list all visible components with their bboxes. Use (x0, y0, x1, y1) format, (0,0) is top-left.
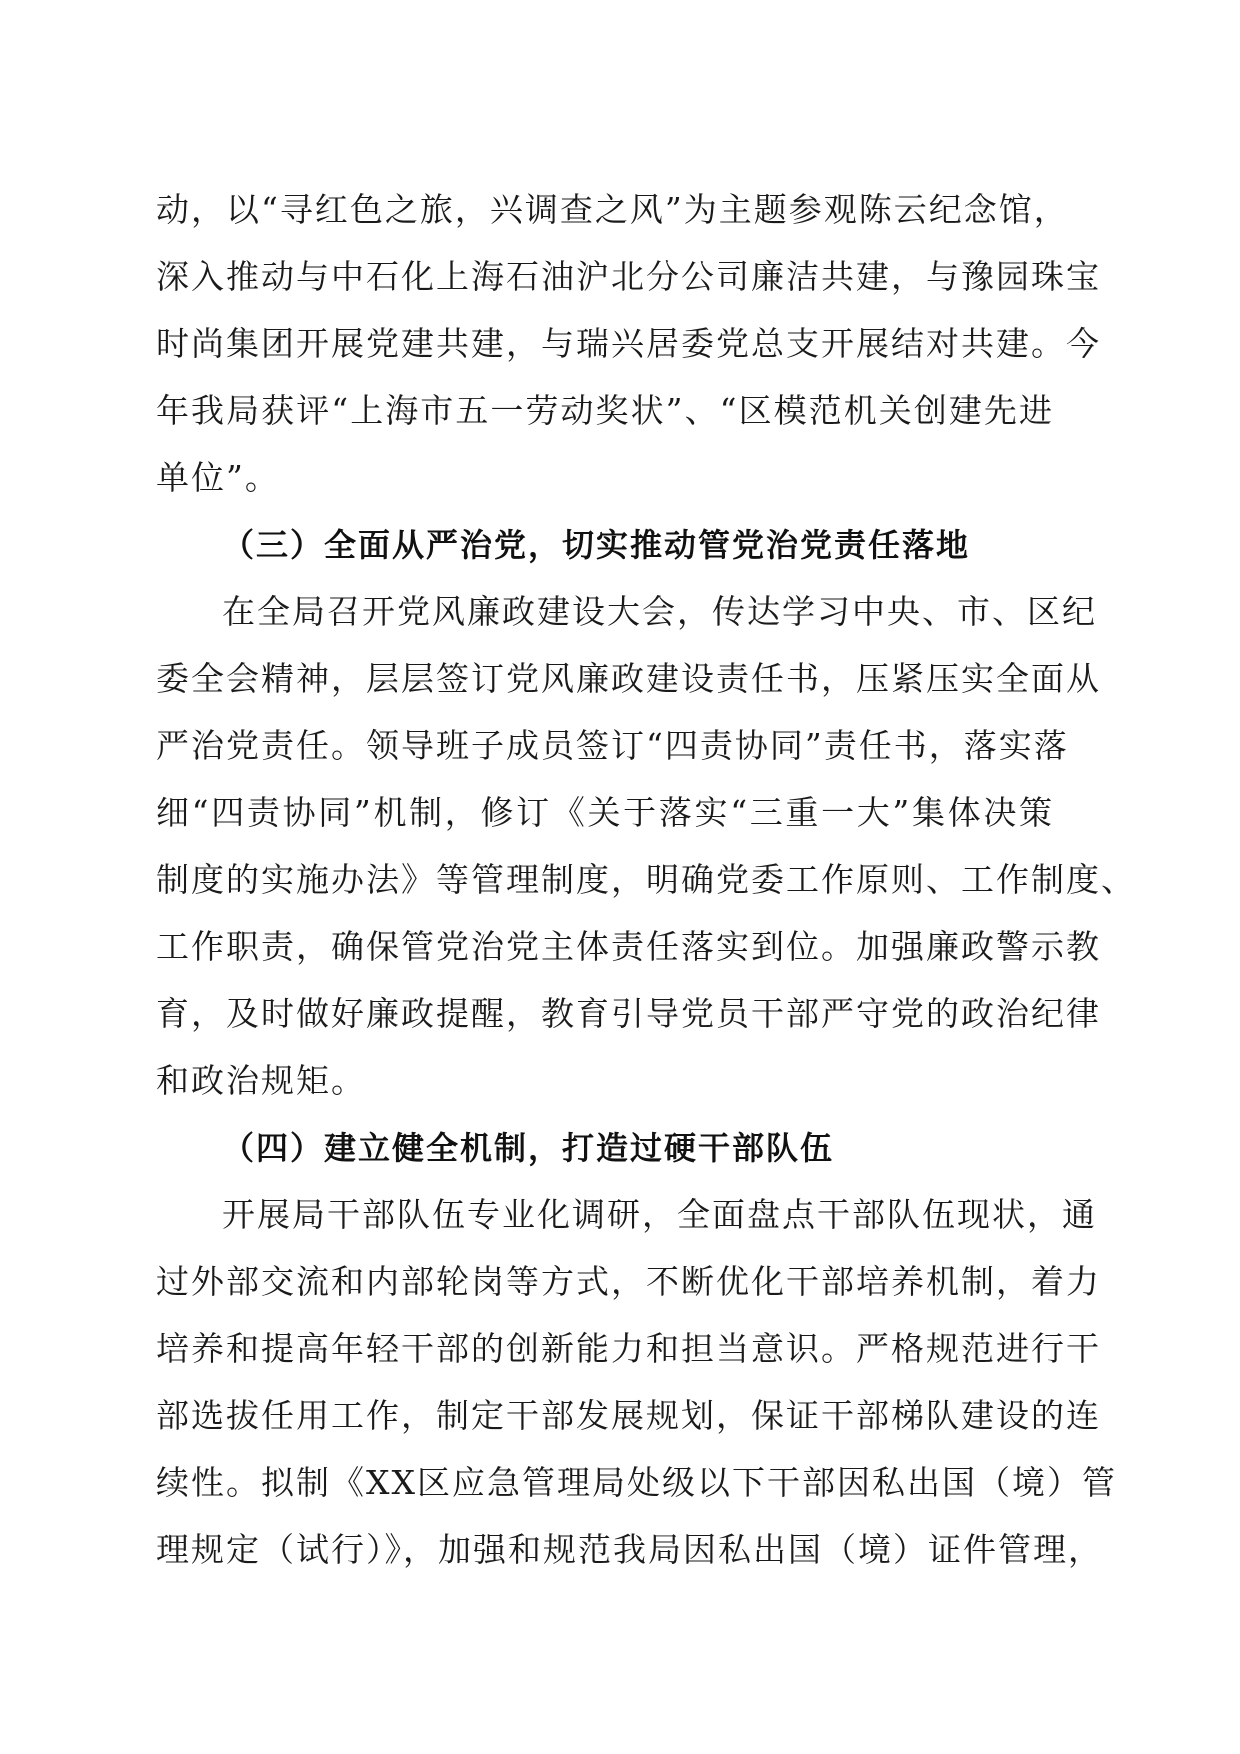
paragraph-line: 严治党责任。领导班子成员签订“四责协同”责任书，落实落 (156, 726, 1069, 765)
section-heading: （四）建立健全机制，打造过硬干部队伍 (222, 1129, 835, 1167)
paragraph-line: 部选拔任用工作，制定干部发展规划，保证干部梯队建设的连 (156, 1396, 1101, 1435)
paragraph-line: 过外部交流和内部轮岗等方式，不断优化干部培养机制，着力 (156, 1262, 1101, 1301)
paragraph-line: 工作职责，确保管党治党主体责任落实到位。加强廉政警示教 (156, 927, 1101, 966)
paragraph-line: 制度的实施办法》等管理制度，明确党委工作原则、工作制度、 (156, 860, 1136, 899)
paragraph-line: 深入推动与中石化上海石油沪北分公司廉洁共建，与豫园珠宝 (156, 257, 1101, 296)
paragraph-line: 续性。拟制《XX区应急管理局处级以下干部因私出国（境）管 (156, 1463, 1117, 1502)
paragraph-line: 和政治规矩。 (156, 1061, 366, 1100)
section-heading: （三）全面从严治党，切实推动管党治党责任落地 (222, 526, 971, 564)
paragraph-line: 时尚集团开展党建共建，与瑞兴居委党总支开展结对共建。今 (156, 324, 1101, 363)
paragraph-line: 委全会精神，层层签订党风廉政建设责任书，压紧压实全面从 (156, 659, 1101, 698)
paragraph-line: 育，及时做好廉政提醒，教育引导党员干部严守党的政治纪律 (156, 994, 1101, 1033)
paragraph-line: 动，以“寻红色之旅，兴调查之风”为主题参观陈云纪念馆， (156, 190, 1069, 229)
paragraph-line: 单位”。 (156, 458, 280, 497)
paragraph-line: 理规定（试行）》，加强和规范我局因私出国（境）证件管理， (156, 1530, 1103, 1569)
paragraph-line: 在全局召开党风廉政建设大会，传达学习中央、市、区纪 (222, 592, 1097, 631)
paragraph-line: 细“四责协同”机制，修订《关于落实“三重一大”集体决策 (156, 793, 1054, 832)
paragraph-line: 开展局干部队伍专业化调研，全面盘点干部队伍现状，通 (222, 1195, 1097, 1234)
paragraph-line: 培养和提高年轻干部的创新能力和担当意识。严格规范进行干 (156, 1329, 1101, 1368)
paragraph-line: 年我局获评“上海市五一劳动奖状”、“区模范机关创建先进 (156, 391, 1054, 430)
